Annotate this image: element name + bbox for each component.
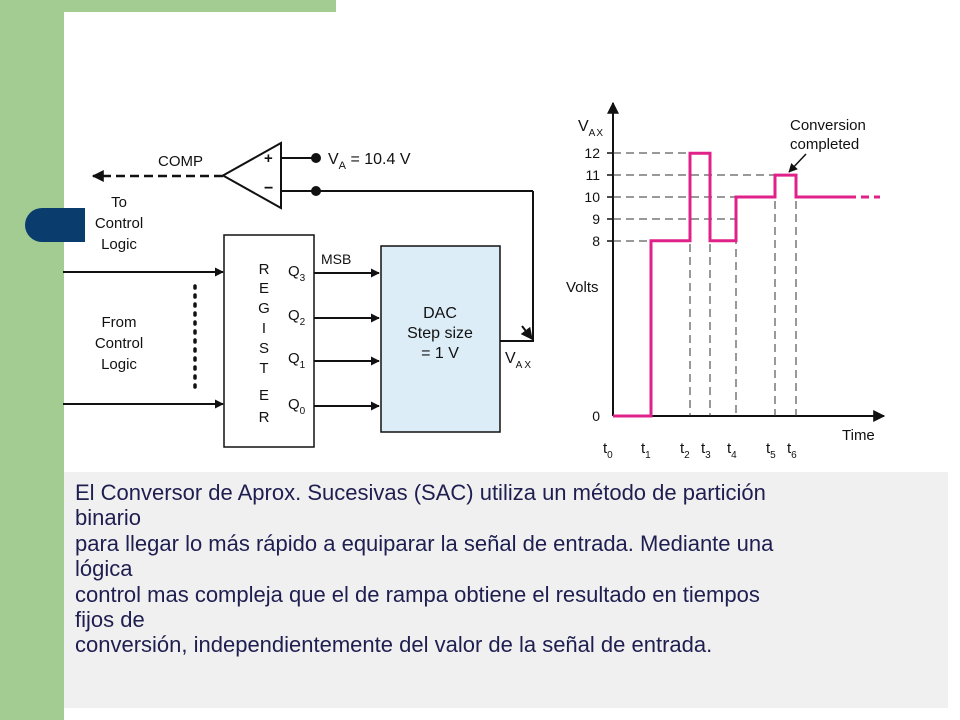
annotation-arrow (789, 154, 806, 172)
vax-feedback-arrow (522, 326, 532, 339)
register-letter: R (258, 409, 270, 426)
annotation-line-2: completed (790, 136, 860, 153)
y-tick-label: 9 (592, 211, 600, 227)
y-tick-label: 8 (592, 233, 600, 249)
vax-output-label: $V_{AX}$ (505, 350, 534, 371)
y-tick-label: 12 (584, 145, 600, 161)
register-letter: S (258, 340, 270, 357)
to-control-logic-line-2: Control (94, 215, 144, 232)
from-control-logic-line-3: Logic (101, 356, 137, 373)
y-tick-label: 10 (584, 189, 600, 205)
dac-label-line-1: DAC (423, 305, 457, 322)
register-output-q2: $Q_2$ (288, 307, 306, 328)
register-letter: E (258, 280, 270, 297)
comp-label: COMP (158, 153, 203, 170)
vax-step-line (613, 153, 848, 416)
circuit-block (63, 143, 533, 447)
chart-y-axis-name: Volts (566, 279, 599, 296)
comparator-plus-sign: + (264, 150, 273, 167)
register-letter: T (259, 360, 269, 377)
signal-trace (613, 153, 880, 416)
x-tick-label-t4: $t_4$ (727, 440, 737, 461)
caption-text: El Conversor de Aprox. Sucesivas (SAC) utiliza un método de partición binario para llegar lo más rápido a equiparar la señal de entrada. Mediante una lógica control mas compleja que el de rampa obtiene el resultado en tiempos fijos de conversión, independientemente del valor de la señal de entrada. (75, 480, 774, 658)
register-letter: R (258, 261, 270, 278)
y-tick-label: 11 (585, 167, 600, 183)
register-output-q1: $Q_1$ (288, 350, 306, 371)
dac-label-line-3: = 1 V (421, 345, 459, 362)
register-letters (258, 261, 270, 426)
timing-chart (566, 103, 884, 461)
register-output-q0: $Q_0$ (288, 396, 306, 417)
annotation-line-1: Conversion (790, 117, 866, 134)
x-tick-label-t5: $t_5$ (766, 440, 776, 461)
feedback-node (311, 186, 321, 196)
from-control-logic-line-1: From (101, 314, 137, 331)
register-letter: E (258, 387, 270, 404)
x-tick-label-t1: $t_1$ (641, 440, 651, 461)
y-tick-label: 0 (592, 408, 600, 424)
x-tick-label-t0: $t_0$ (603, 440, 613, 461)
chart-y-title: $V_{AX}$ (578, 118, 605, 139)
chart-x-axis-name: Time (842, 427, 875, 444)
vax-feedback-wire (500, 191, 533, 341)
caption-box (64, 472, 948, 708)
to-control-logic-line-1: To (111, 194, 127, 211)
register-output-q3: $Q_3$ (288, 263, 306, 284)
msb-label: MSB (321, 251, 352, 267)
va-input-node (311, 153, 321, 163)
guide-lines (613, 153, 796, 416)
comparator-minus-sign: − (264, 180, 274, 197)
dac-label-line-2: Step size (407, 325, 473, 342)
from-control-logic-line-2: Control (94, 335, 144, 352)
va-label: $V_A = 10.4$ V (328, 151, 411, 172)
x-tick-label-t2: $t_2$ (680, 440, 690, 461)
to-control-logic-line-3: Logic (101, 236, 137, 253)
register-letter: I (261, 320, 267, 337)
x-tick-label-t6: $t_6$ (787, 440, 797, 461)
x-tick-label-t3: $t_3$ (701, 440, 711, 461)
register-letter: G (258, 300, 270, 317)
x-tick-labels (603, 440, 797, 461)
